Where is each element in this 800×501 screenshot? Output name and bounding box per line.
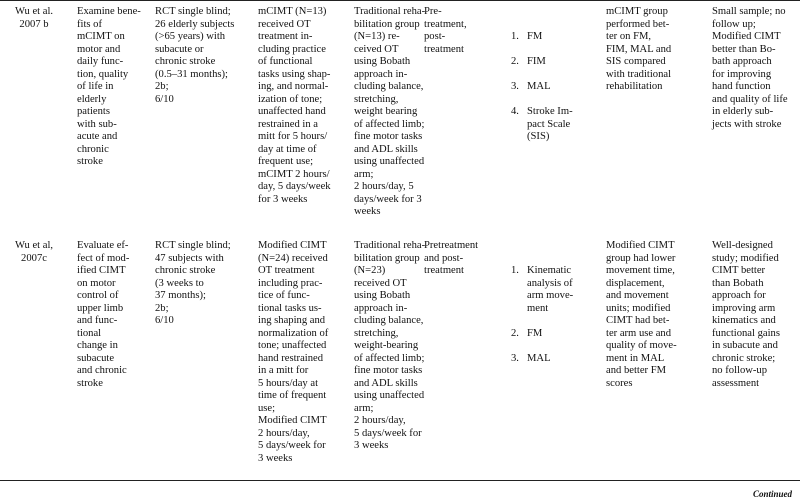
control-group-cell: Traditional reha- bilitation group (N=13) re- ceived OT using Bobath approach in- cluding balance, stretching, weight bearing of affected limb; fine motor tasks and ADL skills using unaffected arm; 2 hours/day, 5 days/week for 3 weeks bbox=[354, 6, 426, 217]
outcome-measures-cell bbox=[511, 6, 599, 169]
control-group-cell: Traditional reha- bilitation group (N=23) received OT using Bobath approach in- cluding balance, stretching, weight-bearing of affected limb; fine motor tasks and ADL skills using unaffected arm; 2 hours/day, 5 days/week for 3 weeks bbox=[354, 240, 426, 451]
timing-cell: Pre- treatment, post- treatment bbox=[424, 6, 467, 55]
results-cell: Modified CIMT group had lower movement time, displacement, and movement units; modified CIMT had bet- ter arm use and quality of move- ment in MAL and better FM scores bbox=[606, 240, 677, 389]
outcome-list bbox=[511, 19, 599, 157]
outcome-item bbox=[511, 81, 599, 94]
outcome-text: Kinematic analysis of arm move- ment bbox=[527, 265, 574, 314]
outcome-number: 1. bbox=[511, 31, 519, 42]
comments-cell: Small sample; no follow up; Modified CIMT better than Bo- bath approach for improving hand function and quality of life in elderly sub- jects with stroke bbox=[712, 6, 788, 130]
purpose-cell: Evaluate ef- fect of mod- ified CIMT on motor control of upper limb and func- tional change in subacute and chronic stroke bbox=[77, 240, 130, 389]
outcome-number: 1. bbox=[511, 265, 519, 276]
results-cell: mCIMT group performed bet- ter on FM, FIM, MAL and SIS compared with traditional rehabilitation bbox=[606, 6, 672, 92]
outcome-item bbox=[511, 31, 599, 44]
outcome-list bbox=[511, 253, 599, 378]
outcome-item bbox=[511, 328, 599, 341]
experimental-group-cell: mCIMT (N=13) received OT treatment in- cluding practice of functional tasks using shap- ing, and normal- ization of tone; unaffected hand restrained in a mitt for 5 hours/ day at time of frequent use; mCIMT 2 hours/ day, 5 days/week for 3 weeks bbox=[258, 6, 331, 205]
design-cell: RCT single blind; 47 subjects with chronic stroke (3 weeks to 37 months); 2b; 6/10 bbox=[155, 240, 231, 326]
outcome-item bbox=[511, 56, 599, 69]
outcome-number: 4. bbox=[511, 106, 519, 117]
outcome-number: 3. bbox=[511, 81, 519, 92]
experimental-group-cell: Modified CIMT (N=24) received OT treatment including prac- tice of func- tional tasks us- ing shaping and normalization of tone; unaffected hand restrained in a mitt for 5 hours/day at time of frequent use; Modified CIMT 2 hours/day, 5 days/week for 3 weeks bbox=[258, 240, 329, 464]
outcome-item bbox=[511, 353, 599, 366]
outcome-text: FM bbox=[527, 327, 543, 339]
timing-cell: Pretreatment and post- treatment bbox=[424, 240, 479, 276]
table-bottom-rule bbox=[0, 480, 800, 481]
study-cell: Wu et al. 2007 b bbox=[14, 6, 54, 30]
outcome-number: 2. bbox=[511, 56, 519, 67]
comments-cell: Well-designed study; modified CIMT better than Bobath approach for improving arm kinematics and functional gains in subacute and chronic stroke; no follow-up assessment bbox=[712, 240, 780, 389]
table-top-rule bbox=[0, 0, 800, 1]
outcome-text: MAL bbox=[527, 81, 551, 92]
outcome-text: MAL bbox=[527, 352, 551, 364]
continued-label: Continued bbox=[752, 489, 792, 499]
purpose-cell: Examine bene- fits of mCIMT on motor and daily func- tion, quality of life in elderly patients with sub- acute and chronic stroke bbox=[77, 6, 141, 167]
study-cell: Wu et al, 2007c bbox=[14, 240, 54, 264]
outcome-text: FIM bbox=[527, 56, 546, 67]
outcome-measures-cell bbox=[511, 240, 599, 390]
outcome-text: Stroke Im- pact Scale (SIS) bbox=[527, 106, 573, 142]
outcome-text: FM bbox=[527, 31, 543, 42]
outcome-number: 3. bbox=[511, 352, 519, 364]
outcome-number: 2. bbox=[511, 327, 519, 339]
design-cell: RCT single blind; 26 elderly subjects (>65 years) with subacute or chronic stroke (0.5–31 months); 2b; 6/10 bbox=[155, 6, 235, 105]
outcome-item bbox=[511, 106, 599, 144]
outcome-item bbox=[511, 265, 599, 315]
